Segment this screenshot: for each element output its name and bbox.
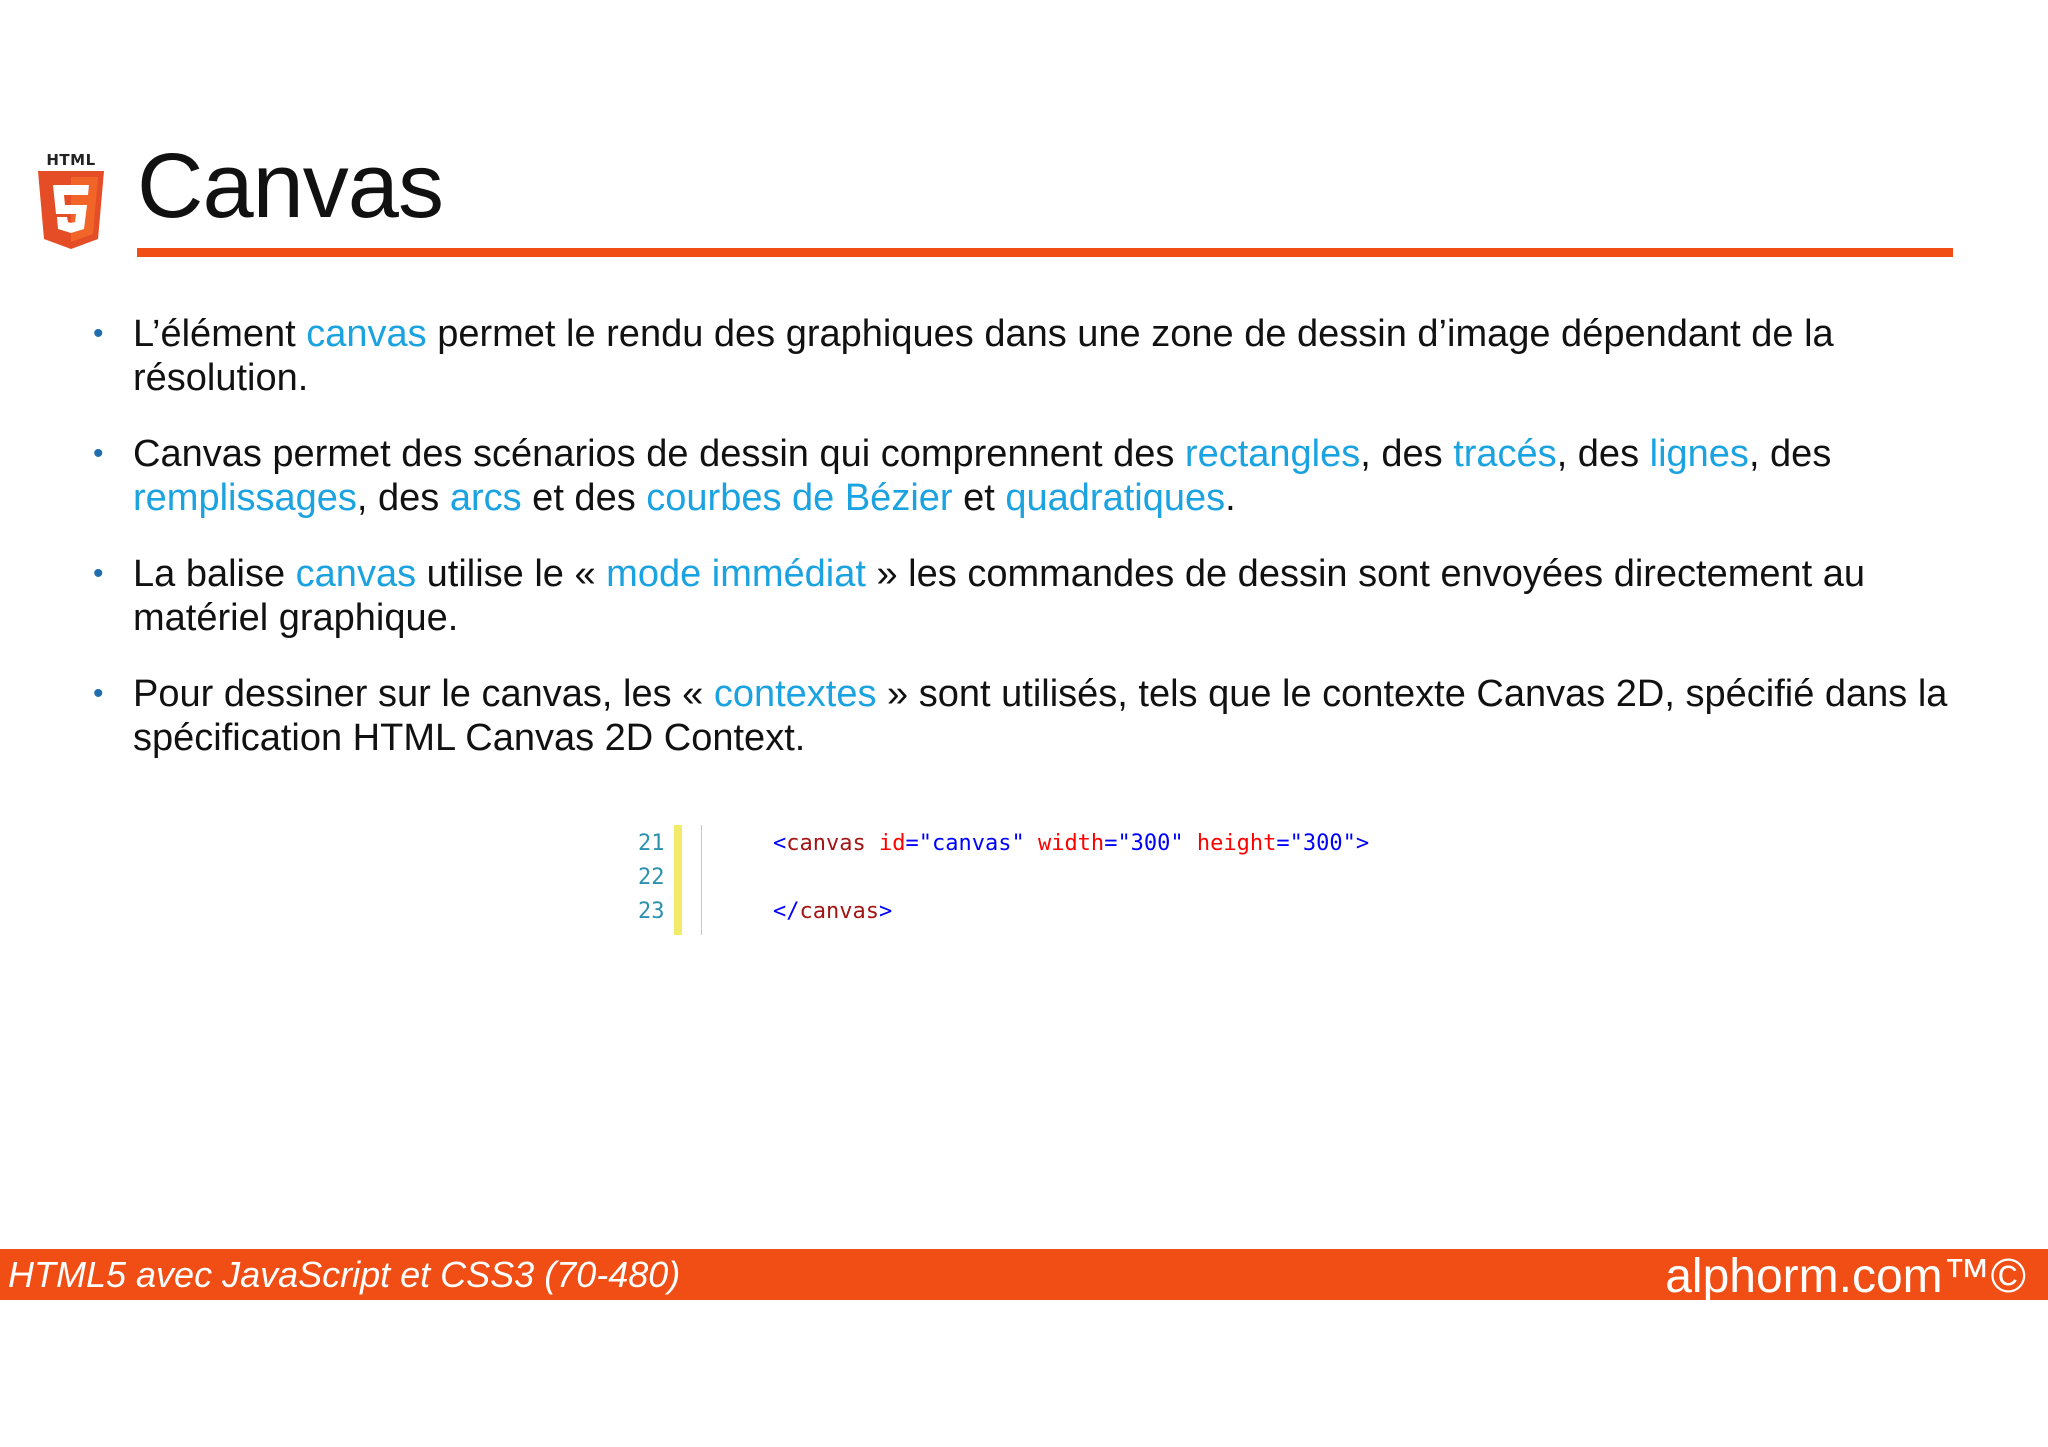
bullet-text-run: L’élément (133, 313, 307, 355)
bullet-text-run: , des (1748, 433, 1832, 475)
html5-logo-label: HTML (46, 151, 96, 169)
changed-lines-marker (674, 825, 682, 935)
highlighted-term: remplissages (133, 477, 357, 519)
code-snippet (620, 820, 1500, 940)
bullet-text-run: . (1225, 477, 1236, 519)
line-number: 23 (638, 899, 665, 924)
html5-logo (34, 151, 108, 251)
bullet-text (133, 433, 1831, 519)
bullet-item (88, 552, 1968, 640)
bullet-text-run: , des (1360, 433, 1454, 475)
bullet-text-run: Canvas permet des scénarios de dessin qui comprennent des (133, 433, 1185, 475)
bullet-list (88, 312, 1968, 792)
slide-title: Canvas (137, 135, 443, 237)
bullet-item (88, 312, 1968, 400)
line-number: 21 (638, 831, 665, 856)
bullet-dot-icon: • (93, 557, 104, 590)
bullet-text-run: et des (521, 477, 647, 519)
highlighted-term: arcs (449, 477, 522, 519)
highlighted-term: contextes (713, 673, 877, 715)
footer-bar (0, 1249, 2048, 1303)
line-number: 22 (638, 865, 665, 890)
bullet-text-run: Pour dessiner sur le canvas, les « (133, 673, 714, 715)
bullet-item (88, 432, 1968, 520)
bullet-text-run: » sont utilisés, tels que le contexte Canvas 2D, spécifié dans la spécification HTML Canvas 2D Context. (133, 673, 1948, 759)
bullet-text-run: , des (1556, 433, 1650, 475)
highlighted-term: lignes (1649, 433, 1749, 475)
code-line-open-tag: <canvas id="canvas" width="300" height="300"> (773, 831, 1370, 856)
bullet-text-run: La balise (133, 553, 296, 595)
bullet-text-run: » les commandes de dessin sont envoyées directement au matériel graphique. (133, 553, 1866, 639)
bullet-item (88, 672, 1968, 760)
highlighted-term: courbes de Bézier (646, 477, 953, 519)
html5-shield-icon (38, 171, 104, 251)
bullet-dot-icon: • (93, 317, 104, 350)
bullet-text-run: , des (356, 477, 450, 519)
bullet-dot-icon: • (93, 677, 104, 710)
highlighted-term: tracés (1453, 433, 1557, 475)
bullet-text-run: permet le rendu des graphiques dans une zone de dessin d’image dépendant de la résolution. (133, 313, 1834, 399)
highlighted-term: mode immédiat (606, 553, 866, 595)
gutter-divider (701, 825, 702, 935)
title-underline (137, 248, 1953, 257)
highlighted-term: canvas (295, 553, 417, 595)
bullet-text (133, 313, 1834, 399)
highlighted-term: rectangles (1184, 433, 1361, 475)
highlighted-term: canvas (306, 313, 427, 355)
highlighted-term: quadratiques (1005, 477, 1226, 519)
brand-name: alphorm.com™© (1665, 1250, 2026, 1303)
course-title: HTML5 avec JavaScript et CSS3 (70-480) (8, 1254, 681, 1295)
code-line-close-tag: </canvas> (773, 899, 893, 924)
bullet-text-run: et (952, 477, 1006, 519)
bullet-text (133, 553, 1865, 639)
bullet-text-run: utilise le « (416, 553, 607, 595)
bullet-text (133, 673, 1947, 759)
bullet-dot-icon: • (93, 437, 104, 470)
